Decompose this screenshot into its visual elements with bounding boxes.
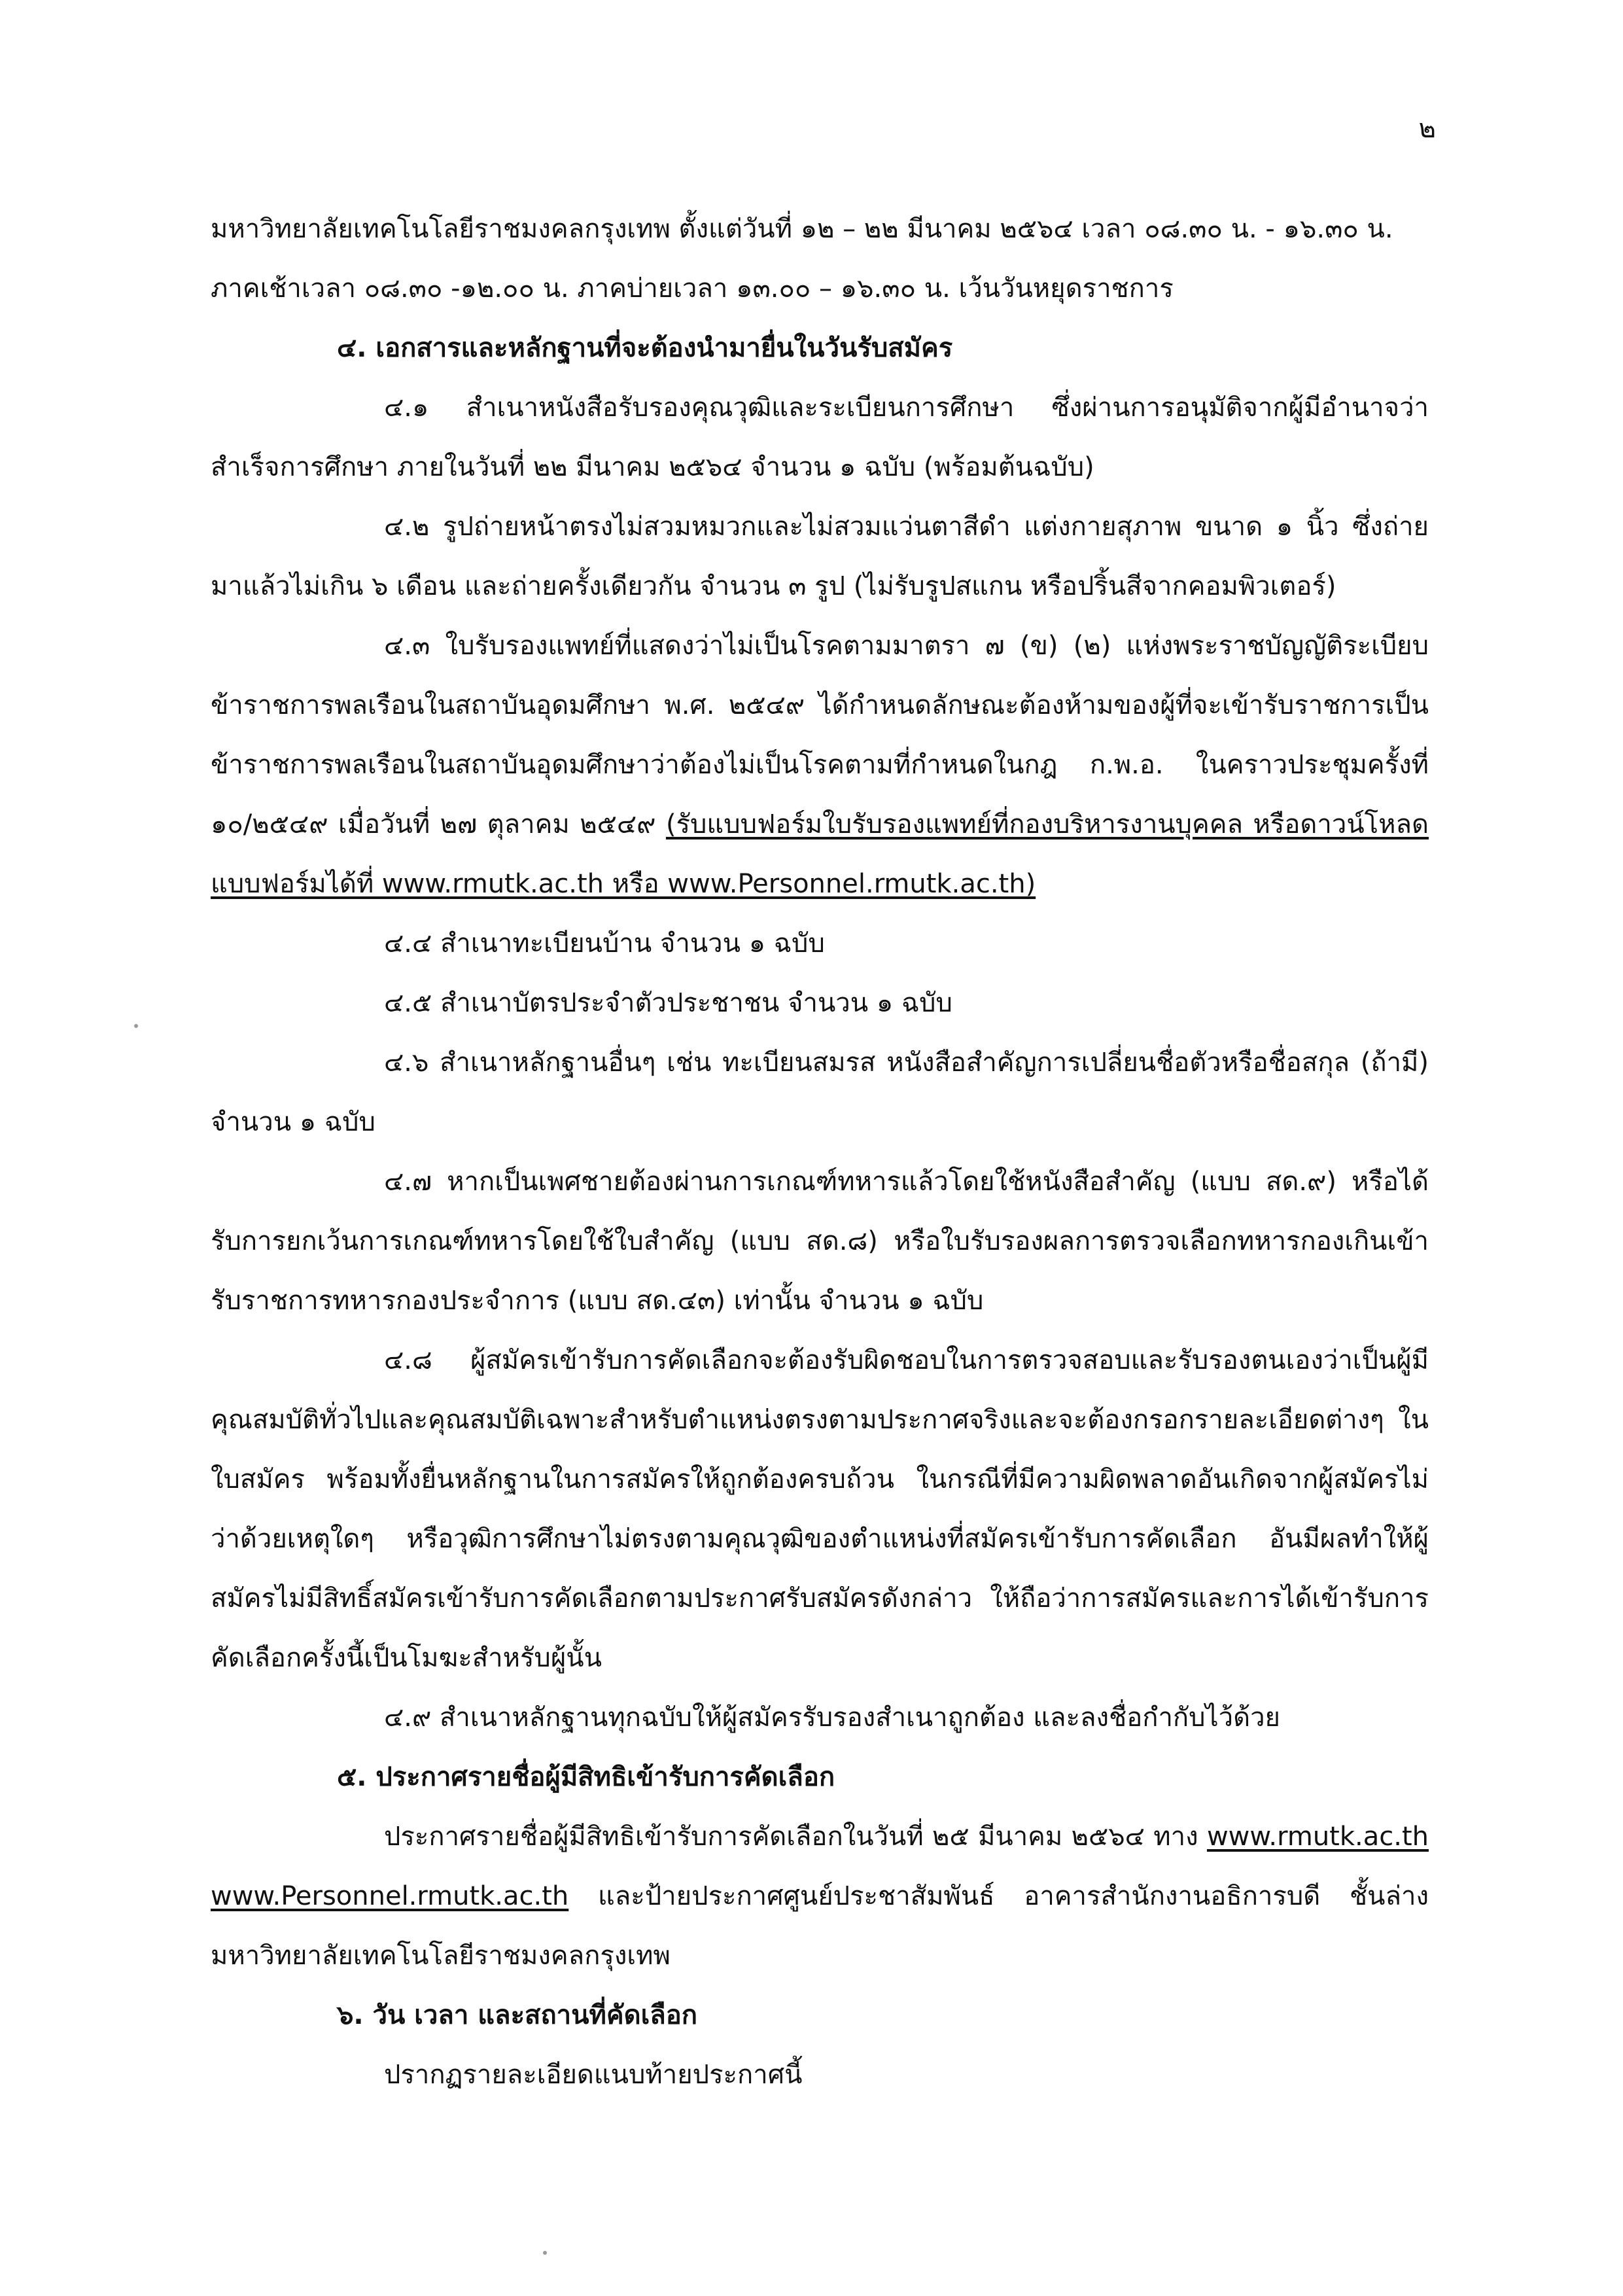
section-6-heading: ๖. วัน เวลา และสถานที่คัดเลือก	[337, 2000, 698, 2030]
section-4-item-3	[211, 616, 1429, 914]
section-4-item-4: ๔.๔ สำเนาทะเบียนบ้าน จำนวน ๑ ฉบับ	[384, 928, 825, 959]
section-4-item-6: ๔.๖ สำเนาหลักฐานอื่นๆ เช่น ทะเบียนสมรส หนังสือสำคัญการเปลี่ยนชื่อตัวหรือชื่อสกุล (ถ้ามี) จำนวน ๑ ฉบับ	[211, 1048, 1429, 1137]
scan-speck	[134, 1024, 138, 1028]
section-4-item-1: ๔.๑ สำเนาหนังสือรับรองคุณวุฒิและระเบียนการศึกษา ซึ่งผ่านการอนุมัติจากผู้มีอำนาจว่าสำเร็จการศึกษา ภายในวันที่ ๒๒ มีนาคม ๒๕๖๔ จำนวน ๑ ฉบับ (พร้อมต้นฉบับ)	[211, 393, 1429, 482]
section-4-item-2: ๔.๒ รูปถ่ายหน้าตรงไม่สวมหมวกและไม่สวมแว่นตาสีดำ แต่งกายสุภาพ ขนาด ๑ นิ้ว ซึ่งถ่ายมาแล้วไม่เกิน ๖ เดือน และถ่ายครั้งเดียวกัน จำนวน ๓ รูป (ไม่รับรูปสแกน หรือปริ้นสีจากคอมพิวเตอร์)	[211, 512, 1429, 601]
personnel-link[interactable]: www.Personnel.rmutk.ac.th	[211, 1881, 569, 1911]
scan-speck	[543, 2251, 547, 2255]
section-4-item-7: ๔.๗ หากเป็นเพศชายต้องผ่านการเกณฑ์ทหารแล้วโดยใช้หนังสือสำคัญ (แบบ สด.๙) หรือได้รับการยกเว้นการเกณฑ์ทหารโดยใช้ใบสำคัญ (แบบ สด.๘) หรือใบรับรองผลการตรวจเลือกทหารกองเกินเข้ารับราชการทหารกองประจำการ (แบบ สด.๔๓) เท่านั้น จำนวน ๑ ฉบับ	[211, 1167, 1429, 1316]
document-body	[211, 200, 1429, 2105]
section-4-item-8: ๔.๘ ผู้สมัครเข้ารับการคัดเลือกจะต้องรับผิดชอบในการตรวจสอบและรับรองตนเองว่าเป็นผู้มีคุณสมบัติทั่วไปและคุณสมบัติเฉพาะสำหรับตำแหน่งตรงตามประกาศจริงและจะต้องกรอกรายละเอียดต่างๆ ในใบสมัคร พร้อมทั้งยื่นหลักฐานในการสมัครให้ถูกต้องครบถ้วน ในกรณีที่มีความผิดพลาดอันเกิดจากผู้สมัครไม่ว่าด้วยเหตุใดๆ หรือวุฒิการศึกษาไม่ตรงตามคุณวุฒิของตำแหน่งที่สมัครเข้ารับการคัดเลือก อันมีผลทำให้ผู้สมัครไม่มีสิทธิ์สมัครเข้ารับการคัดเลือกตามประกาศรับสมัครดังกล่าว ให้ถือว่าการสมัครและการได้เข้ารับการคัดเลือกครั้งนี้เป็นโมฆะสำหรับผู้นั้น	[211, 1345, 1429, 1673]
medical-form-link[interactable]: (รับแบบฟอร์มใบรับรองแพทย์ที่กองบริหารงานบุคคล หรือดาวน์โหลดแบบฟอร์มได้ที่ www.rmutk.ac.th หรือ www.Personnel.rmutk.ac.th)	[211, 809, 1429, 899]
section-5-text	[211, 1807, 1429, 1986]
section-5-text-before: ประกาศรายชื่อผู้มีสิทธิเข้ารับการคัดเลือกในวันที่ ๒๕ มีนาคม ๒๕๖๔ ทาง	[384, 1822, 1207, 1852]
section-4-item-9: ๔.๙ สำเนาหลักฐานทุกฉบับให้ผู้สมัครรับรองสำเนาถูกต้อง และลงชื่อกำกับไว้ด้วย	[384, 1703, 1280, 1733]
section-4-heading: ๔. เอกสารและหลักฐานที่จะต้องนำมายื่นในวันรับสมัคร	[337, 333, 953, 363]
section-4-item-3-text: ๔.๓ ใบรับรองแพทย์ที่แสดงว่าไม่เป็นโรคตามมาตรา ๗ (ข) (๒) แห่งพระราชบัญญัติระเบียบข้าราชการพลเรือนในสถาบันอุดมศึกษา พ.ศ. ๒๕๔๙ ได้กำหนดลักษณะต้องห้ามของผู้ที่จะเข้ารับราชการเป็นข้าราชการพลเรือนในสถาบันอุดมศึกษาว่าต้องไม่เป็นโรคตามที่กำหนดในกฎ ก.พ.อ. ในคราวประชุมครั้งที่ ๑๐/๒๕๔๙ เมื่อวันที่ ๒๗ ตุลาคม ๒๕๔๙	[211, 631, 1429, 839]
section-6-text: ปรากฏรายละเอียดแนบท้ายประกาศนี้	[384, 2060, 803, 2090]
page-number: ๒	[1418, 114, 1436, 144]
rmutk-link[interactable]: www.rmutk.ac.th	[1206, 1822, 1429, 1852]
section-5-heading: ๕. ประกาศรายชื่อผู้มีสิทธิเข้ารับการคัดเลือก	[337, 1762, 835, 1792]
intro-line-1: มหาวิทยาลัยเทคโนโลยีราชมงคลกรุงเทพ ตั้งแต่วันที่ ๑๒ – ๒๒ มีนาคม ๒๕๖๔ เวลา ๐๘.๓๐ น. - ๑๖.๓๐ น.	[211, 214, 1393, 244]
section-4-item-5: ๔.๕ สำเนาบัตรประจำตัวประชาชน จำนวน ๑ ฉบับ	[384, 988, 952, 1018]
intro-line-2: ภาคเช้าเวลา ๐๘.๓๐ -๑๒.๐๐ น. ภาคบ่ายเวลา ๑๓.๐๐ – ๑๖.๓๐ น. เว้นวันหยุดราชการ	[211, 274, 1174, 304]
section-5-text-after: และป้ายประกาศศูนย์ประชาสัมพันธ์ อาคารสำนักงานอธิการบดี ชั้นล่าง มหาวิทยาลัยเทคโนโลยีราชมงคลกรุงเทพ	[211, 1881, 1429, 1971]
